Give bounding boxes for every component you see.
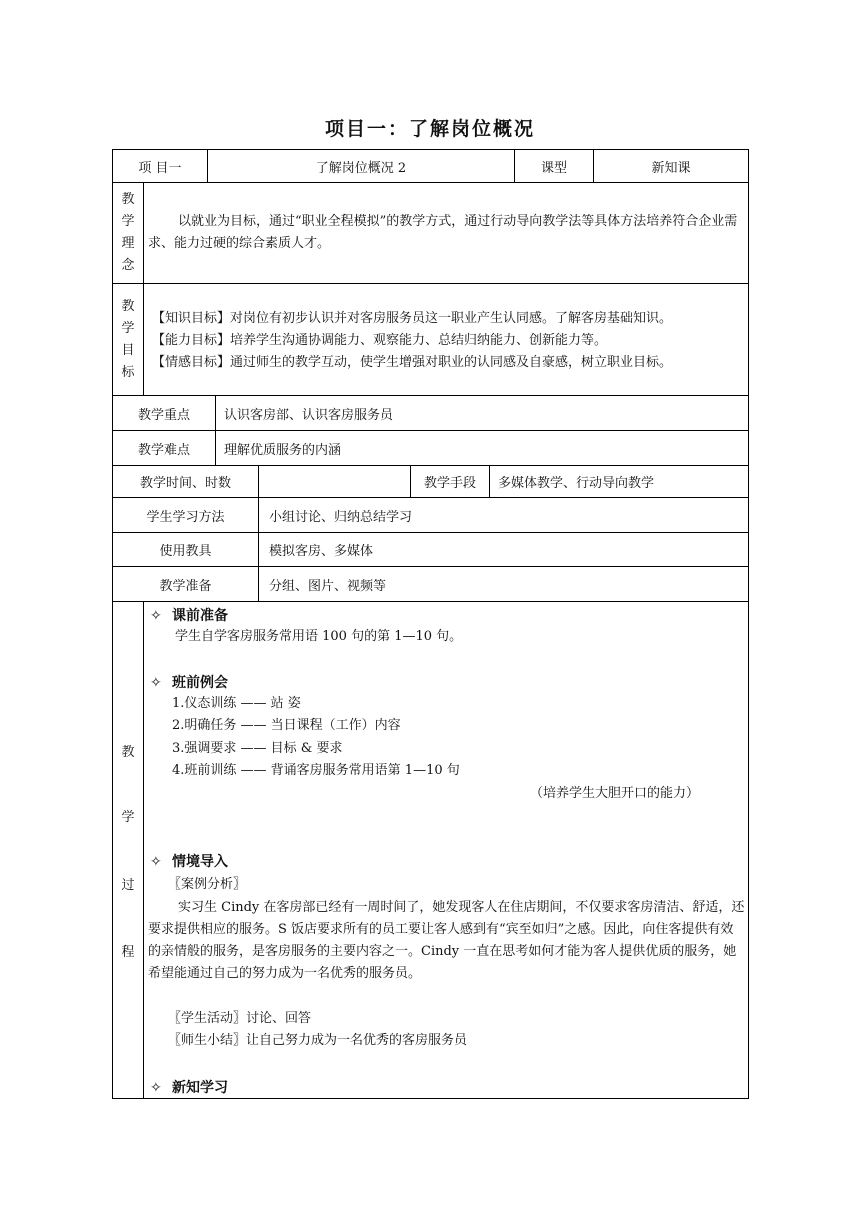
objective-text: 通过师生的教学互动，使学生增强对职业的认同感及自豪感，树立职业目标。: [230, 355, 673, 370]
type-value: 新知课: [651, 160, 691, 176]
objective-item: [152, 308, 672, 330]
type-label: 课型: [540, 160, 567, 176]
process-label-char: 过: [121, 878, 135, 893]
label-char: 教: [121, 298, 135, 314]
label-char: 理: [121, 236, 135, 251]
summary-text: 让自己努力成为一名优秀的客房服务员: [246, 1033, 468, 1048]
case-text: 实习生 Cindy 在客房部已经有一周时间了，她发现客人在住店期间，不仅要求客房清洁、舒适，还要求提供相应的服务。S 饭店要求所有的员工要让客人感到有“宾至如归”之感。因此，向住客提供有效的亲情般的服务，是客房服务的主要内容之一。Cindy 一直在思考如何才能为客人提供优质的服务，她希望能通过自己的努力成为一名优秀的服务员。: [148, 900, 745, 981]
difficulty-label-cell: [112, 430, 216, 466]
section-heading: [150, 605, 228, 625]
prep-label: 教学准备: [159, 578, 212, 594]
summary-tag: 〖师生小结〗: [168, 1033, 247, 1048]
objective-item: [152, 330, 607, 352]
objective-tag: 【情感目标】: [152, 355, 231, 370]
label-char: 学: [121, 214, 135, 229]
objectives-content-cell: [143, 283, 749, 396]
method-value: 小组讨论、归纳总结学习: [269, 509, 413, 525]
philosophy-content-cell: [143, 182, 749, 284]
method-value-cell: [258, 497, 749, 533]
activity-line: [168, 1008, 311, 1030]
time-label: 教学时间、时数: [139, 476, 231, 491]
difficulty-label: 教学难点: [137, 442, 190, 458]
section-title: 班前例会: [172, 675, 228, 691]
label-char: 标: [121, 364, 135, 380]
project-value-cell: [207, 149, 515, 183]
time-label-cell: [112, 465, 259, 498]
list-item: 2.明确任务 —— 当日课程（工作）内容: [172, 718, 401, 733]
key-point-value: 认识客房部、认识客房服务员: [224, 407, 394, 423]
philosophy-label-cell: [112, 182, 144, 284]
key-point-label-cell: [112, 395, 216, 431]
summary-line: [168, 1030, 467, 1052]
section-title: 新知学习: [172, 1080, 228, 1096]
prep-value: 分组、图片、视频等: [269, 578, 387, 594]
process-label-char: 教: [121, 745, 135, 760]
difficulty-value: 理解优质服务的内涵: [224, 442, 342, 458]
key-point-value-cell: [215, 395, 749, 431]
prep-label-cell: [112, 566, 259, 602]
page-title: 项目一：了解岗位概况: [324, 118, 535, 140]
diamond-bullet-icon: ✧: [150, 675, 162, 691]
project-label-cell: [112, 149, 208, 183]
project-label: 项 目一: [138, 160, 182, 176]
label-char: 教: [121, 192, 135, 207]
diamond-bullet-icon: ✧: [150, 854, 162, 870]
key-point-label: 教学重点: [137, 407, 190, 423]
process-label-cell: [112, 601, 144, 1099]
section-heading: [150, 1077, 228, 1097]
section-heading: [150, 851, 228, 871]
process-label-char: 学: [121, 810, 135, 825]
objective-text: 对岗位有初步认识并对客房服务员这一职业产生认同感。了解客房基础知识。: [230, 311, 673, 326]
objectives-label-cell: [112, 283, 144, 396]
activity-text: 讨论、回答: [246, 1011, 312, 1026]
label-char: 目: [121, 342, 135, 358]
means-value-cell: [489, 465, 749, 498]
process-label-char: 程: [121, 945, 135, 960]
time-value-cell: [258, 465, 411, 498]
section-heading: [150, 672, 228, 692]
objective-item: [152, 352, 672, 374]
philosophy-text: 以就业为目标，通过“职业全程模拟”的教学方式，通过行动导向教学法等具体方法培养符合企业需求、能力过硬的综合素质人才。: [148, 214, 738, 251]
list-item: 4.班前训练 —— 背诵客房服务常用语第 1—10 句: [172, 763, 460, 778]
means-label: 教学手段: [423, 476, 476, 491]
case-tag: 〖案例分析〗: [168, 877, 247, 892]
type-value-cell: [593, 149, 749, 183]
tools-label-cell: [112, 532, 259, 567]
prep-value-cell: [258, 566, 749, 602]
section-title: 情境导入: [172, 854, 228, 870]
diamond-bullet-icon: ✧: [150, 608, 162, 624]
project-value: 了解岗位概况 2: [315, 160, 407, 176]
type-label-cell: [514, 149, 594, 183]
tools-label: 使用教具: [159, 544, 212, 559]
means-value: 多媒体教学、行动导向教学: [498, 476, 655, 491]
diamond-bullet-icon: ✧: [150, 1080, 162, 1096]
list-item: 3.强调要求 —— 目标 & 要求: [172, 741, 343, 756]
difficulty-value-cell: [215, 430, 749, 466]
objective-tag: 【知识目标】: [152, 311, 231, 326]
objective-text: 培养学生沟通协调能力、观察能力、总结归纳能力、创新能力等。: [230, 333, 608, 348]
label-char: 念: [121, 258, 135, 273]
tools-value-cell: [258, 532, 749, 567]
section-text: 学生自学客房服务常用语 100 句的第 1—10 句。: [175, 629, 463, 644]
method-label: 学生学习方法: [146, 509, 225, 525]
list-note: （培养学生大胆开口的能力）: [530, 786, 700, 801]
section-title: 课前准备: [172, 608, 228, 624]
list-item: 1.仪态训练 —— 站 姿: [172, 696, 301, 711]
method-label-cell: [112, 497, 259, 533]
tools-value: 模拟客房、多媒体: [269, 544, 374, 559]
objective-tag: 【能力目标】: [152, 333, 231, 348]
activity-tag: 〖学生活动〗: [168, 1011, 247, 1026]
label-char: 学: [121, 320, 135, 336]
means-label-cell: [410, 465, 490, 498]
